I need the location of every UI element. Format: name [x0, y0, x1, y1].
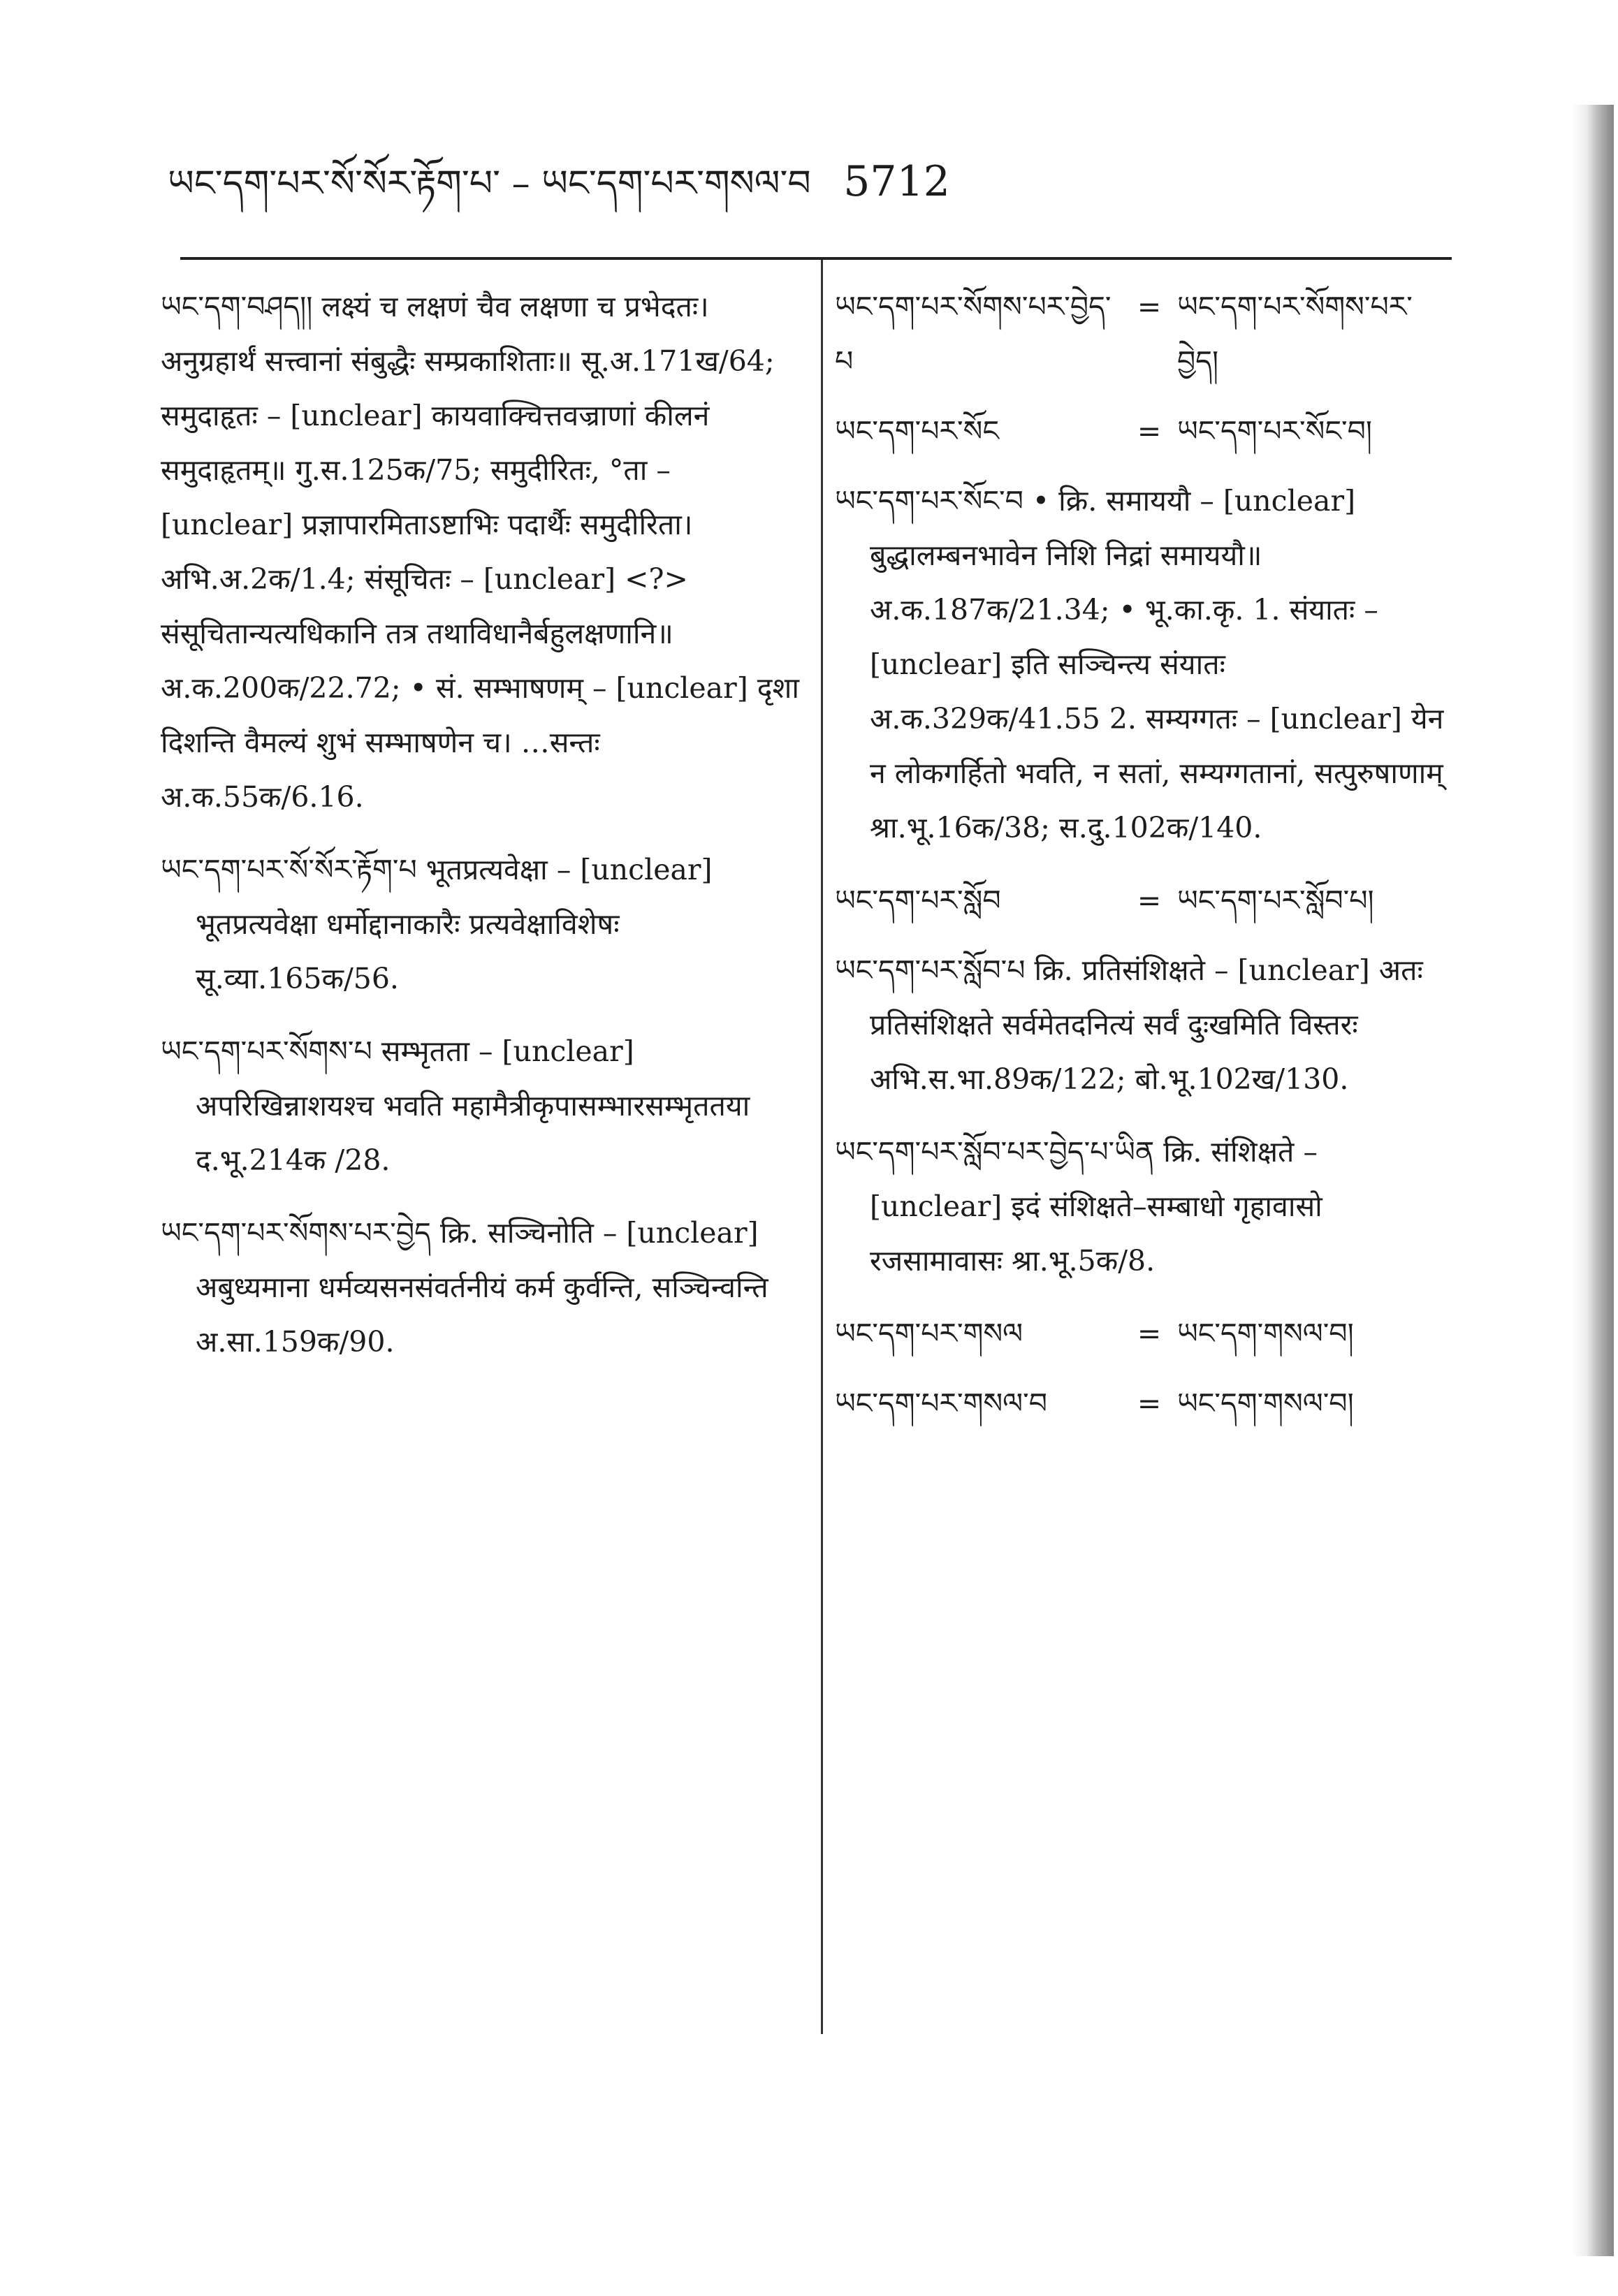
scan-edge-shadow [1572, 105, 1614, 2256]
equals-sign: = [1137, 1317, 1162, 1350]
running-header [168, 143, 950, 245]
cross-reference-entry [835, 1376, 1450, 1431]
headword: ཡང་དག་པར་སོང [835, 414, 999, 448]
headword: ཡང་དག་པར་སོགས་པར་བྱེད་པ [835, 290, 1112, 378]
dictionary-entry: ཡང་དག་པར་སློབ་པ क्रि. प्रतिसंशिक्षते – [unclear] अतः प्रतिसंशिक्षते सर्वमेतदनित्यं सर्वं दुःखमिति विस्तरः अभि.स.भा.89क/122; बो.भू.102ख/130. [835, 953, 1423, 1096]
cross-reference-entry [835, 279, 1450, 388]
dictionary-entry: ཡང་དག་པར་སོ་སོར་རྟོག་པ भूतप्रत्यवेक्षा – [unclear] भूतप्रत्यवेक्षा धर्मोद्दानाकारैः प्रत्यवेक्षाविशेषः सू.व्या.165क/56. [161, 853, 713, 995]
dictionary-entry: ཡང་དག་པར་སློབ་པར་བྱེད་པ་ཡིན क्रि. संशिक्षते – [unclear] इदं संशिक्षते–सम्बाधो गृहावासो रजसामावासः श्रा.भू.5क/8. [835, 1135, 1322, 1278]
equals-sign: = [1137, 414, 1162, 448]
headword: ཡང་དག་པར་སློབ [835, 884, 1001, 917]
dictionary-entry: ཡང་དག་པར་སོགས་པར་བྱེད क्रि. सञ्चिनोति – [unclear] अबुध्यमाना धर्मव्यसनसंवर्तनीयं कर्म कुर्वन्ति, सञ्चिन्वन्ति अ.सा.159क/90. [161, 1216, 768, 1359]
dictionary-entry: ཡང་དག་བཤད།། लक्ष्यं च लक्षणं चैव लक्षणा च प्रभेदतः। अनुग्रहार्थं सत्त्वानां संबुद्धैः सम्प्रकाशिताः॥ सू.अ.171ख/64; समुदाहृतः – [unclear] कायवाक्चित्तवज्राणां कीलनं समुदाहृतम्॥ गु.स.125क/75; समुदीरितः, °ता – [unclear] प्रज्ञापारमिताऽष्टाभिः पदार्थैः समुदीरिता। अभि.अ.2क/1.4; संसूचितः – [unclear] <?> संसूचितान्यत्यधिकानि तत्र तथाविधानैर्बहुलक्षणानि॥ अ.क.200क/22.72; • सं. सम्भाषणम् – [unclear] दृशा दिशन्ति वैमल्यं शुभं सम्भाषणेन च। …सन्तः अ.क.55क/6.16. [161, 290, 800, 814]
dictionary-entry: ཡང་དག་པར་སོགས་པ सम्भृतता – [unclear] अपरिखिन्नाशयश्च भवति महामैत्रीकृपासम्भारसम्भृततया द.भू.214क /28. [161, 1034, 750, 1177]
dictionary-entry: ཡང་དག་པར་སོང་བ • क्रि. समाययौ – [unclear] बुद्धालम्बनभावेन निशि निद्रां समाययौ॥ अ.क.187क/21.34; • भू.का.कृ. 1. संयातः – [unclear] इति सञ्चिन्त्य संयातः अ.क.329क/41.55 2. सम्यग्गतः – [unclear] येन न लोकगर्हितो भवति, न सतां, सम्यग्गतानां, सत्पुरुषाणाम् श्रा.भू.16क/38; स.दु.102क/140. [835, 484, 1444, 844]
headword: ཡང་དག་པར་གསལ [835, 1317, 1023, 1350]
header-rule [180, 257, 1452, 260]
equals-sign: = [1137, 1387, 1162, 1420]
left-column [161, 279, 803, 1387]
equals-sign: = [1137, 884, 1162, 917]
cross-reference-target: ཡང་དག་པར་སློབ་པ། [1177, 884, 1374, 917]
cross-reference-target: ཡང་དག་པར་སོང་བ། [1177, 414, 1372, 448]
column-divider [821, 260, 823, 2034]
cross-reference-entry [835, 404, 1450, 458]
cross-reference-target: ཡང་དག་གསལ་བ། [1177, 1387, 1354, 1420]
cross-reference-entry [835, 873, 1450, 928]
right-column [835, 279, 1450, 1446]
cross-reference-target: ཡང་དག་པར་སོགས་པར་བྱེད། [1177, 290, 1413, 378]
cross-reference-entry [835, 1306, 1450, 1361]
headword: ཡང་དག་པར་གསལ་བ [835, 1387, 1048, 1420]
cross-reference-target: ཡང་དག་གསལ་བ། [1177, 1317, 1354, 1350]
equals-sign: = [1137, 290, 1162, 323]
header-title: ཡང་དག་པར་སོ་སོར་རྟོག་པ་ – ཡང་དག་པར་གསལ་བ [168, 163, 811, 205]
page-number: 5712 [843, 157, 950, 206]
